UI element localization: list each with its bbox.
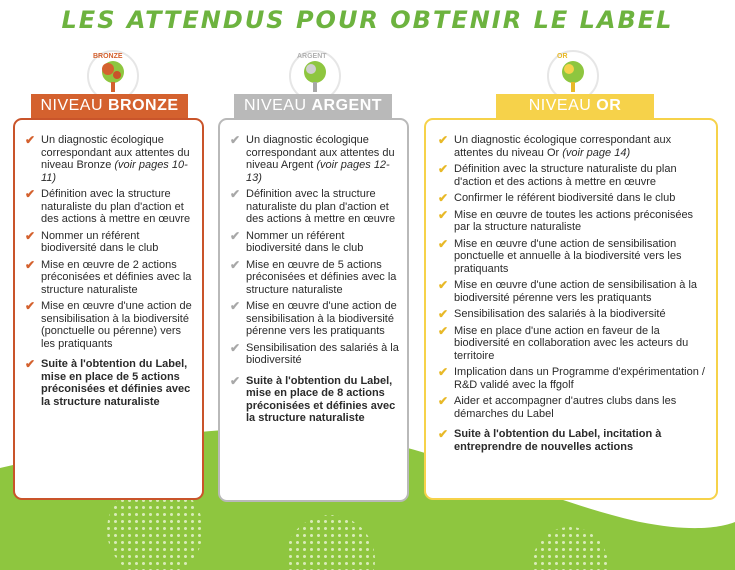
check-icon: ✔ bbox=[25, 299, 36, 313]
requirements-list bbox=[228, 134, 401, 425]
check-icon: ✔ bbox=[25, 187, 36, 201]
list-item: ✔ Confirmer le référent biodiversité dans le club bbox=[438, 191, 676, 205]
list-item: ✔ Sensibilisation des salariés à la biodiversité bbox=[230, 340, 399, 366]
check-icon: ✔ bbox=[25, 228, 36, 243]
list-item: ✔ Définition avec la structure naturaliste du plan d'action et des actions à mettre en œuvre bbox=[25, 187, 191, 225]
list-item: ✔ Nommer un référent biodiversité dans le club bbox=[25, 228, 159, 254]
list-item: ✔ Un diagnostic écologique correspondant aux attentes du niveau Argent (voir pages 12-13) bbox=[230, 133, 395, 184]
check-icon: ✔ bbox=[438, 394, 449, 408]
badge-niveau-argent bbox=[234, 94, 392, 118]
logo-word: OR bbox=[557, 53, 568, 60]
badge-niveau-bronze bbox=[31, 94, 188, 118]
check-icon: ✔ bbox=[230, 228, 241, 243]
check-icon: ✔ bbox=[230, 340, 241, 355]
page-title: LES ATTENDUS POUR OBTENIR LE LABEL bbox=[61, 6, 674, 34]
list-item: ✔ Mise en place d'une action en faveur de la biodiversité en collaboration avec les acteurs du territoire bbox=[438, 323, 689, 362]
badge-prefix: NIVEAU bbox=[243, 97, 307, 114]
check-icon: ✔ bbox=[438, 427, 449, 441]
list-item: ✔ Mise en œuvre d'une action de sensibilisation à la biodiversité (ponctuelle ou pérenne) vers les pratiquants bbox=[25, 299, 192, 350]
check-icon: ✔ bbox=[230, 133, 241, 147]
requirements-list bbox=[23, 134, 196, 408]
check-icon: ✔ bbox=[438, 307, 449, 321]
badge-level: BRONZE bbox=[107, 97, 179, 114]
check-icon: ✔ bbox=[438, 207, 449, 222]
list-item: ✔ Un diagnostic écologique correspondant aux attentes du niveau Bronze (voir pages 10-11) bbox=[25, 133, 190, 184]
card-bronze bbox=[13, 118, 204, 500]
list-item: ✔ Aider et accompagner d'autres clubs dans les démarches du Label bbox=[438, 394, 677, 420]
list-item: ✔ Un diagnostic écologique correspondant aux attentes du niveau Or (voir page 14) bbox=[438, 133, 672, 159]
logo-word: BRONZE bbox=[93, 53, 123, 60]
check-icon: ✔ bbox=[438, 133, 449, 147]
check-icon: ✔ bbox=[230, 299, 241, 313]
list-item: ✔ Mise en œuvre d'une action de sensibilisation ponctuelle et annuelle à la biodiversité vers les pratiquants bbox=[438, 236, 682, 275]
badge-prefix: NIVEAU bbox=[528, 97, 592, 114]
list-item-final: ✔ Suite à l'obtention du Label, mise en place de 8 actions préconisées et définies avec la structure naturaliste bbox=[230, 373, 396, 424]
badge-level: OR bbox=[596, 97, 622, 114]
list-item: ✔ Mise en œuvre d'une action de sensibilisation à la biodiversité pérenne vers les pratiquants bbox=[230, 299, 397, 337]
list-item: ✔ Mise en œuvre d'une action de sensibilisation à la biodiversité pérenne vers les pratiquants bbox=[438, 278, 698, 304]
list-item: ✔ Définition avec la structure naturaliste du plan d'action et des actions à mettre en œuvre bbox=[230, 187, 396, 225]
check-icon: ✔ bbox=[438, 365, 449, 379]
list-item: ✔ Mise en œuvre de 2 actions préconisées et définies avec la structure naturaliste bbox=[25, 257, 192, 296]
check-icon: ✔ bbox=[230, 187, 241, 201]
list-item-final: ✔ Suite à l'obtention du Label, incitation à entreprendre de nouvelles actions bbox=[438, 427, 662, 453]
check-icon: ✔ bbox=[25, 257, 36, 272]
badge-prefix: NIVEAU bbox=[40, 97, 104, 114]
list-item: ✔ Mise en œuvre de toutes les actions préconisées par la structure naturaliste bbox=[438, 207, 694, 233]
requirements-list bbox=[436, 134, 708, 453]
check-icon: ✔ bbox=[438, 278, 449, 292]
check-icon: ✔ bbox=[438, 162, 449, 176]
check-icon: ✔ bbox=[25, 357, 36, 371]
card-or bbox=[424, 118, 718, 500]
check-icon: ✔ bbox=[438, 191, 449, 205]
check-icon: ✔ bbox=[438, 323, 449, 338]
badge-niveau-or bbox=[496, 94, 654, 118]
list-item: ✔ Nommer un référent biodiversité dans le club bbox=[230, 228, 364, 254]
logo-word: ARGENT bbox=[297, 53, 327, 60]
check-icon: ✔ bbox=[230, 257, 241, 272]
check-icon: ✔ bbox=[438, 236, 449, 251]
list-item-final: ✔ Suite à l'obtention du Label, mise en place de 5 actions préconisées et définies avec la structure naturaliste bbox=[25, 357, 191, 408]
badge-level: ARGENT bbox=[311, 97, 383, 114]
card-argent bbox=[218, 118, 409, 502]
list-item: ✔ Sensibilisation des salariés à la biodiversité bbox=[438, 307, 666, 321]
list-item: ✔ Mise en œuvre de 5 actions préconisées et définies avec la structure naturaliste bbox=[230, 257, 397, 296]
check-icon: ✔ bbox=[230, 373, 241, 388]
list-item: ✔ Implication dans un Programme d'expérimentation / R&D validé avec la ffgolf bbox=[438, 365, 705, 391]
check-icon: ✔ bbox=[25, 133, 36, 147]
list-item: ✔ Définition avec la structure naturaliste du plan d'action et des actions à mettre en œuvre bbox=[438, 162, 677, 188]
